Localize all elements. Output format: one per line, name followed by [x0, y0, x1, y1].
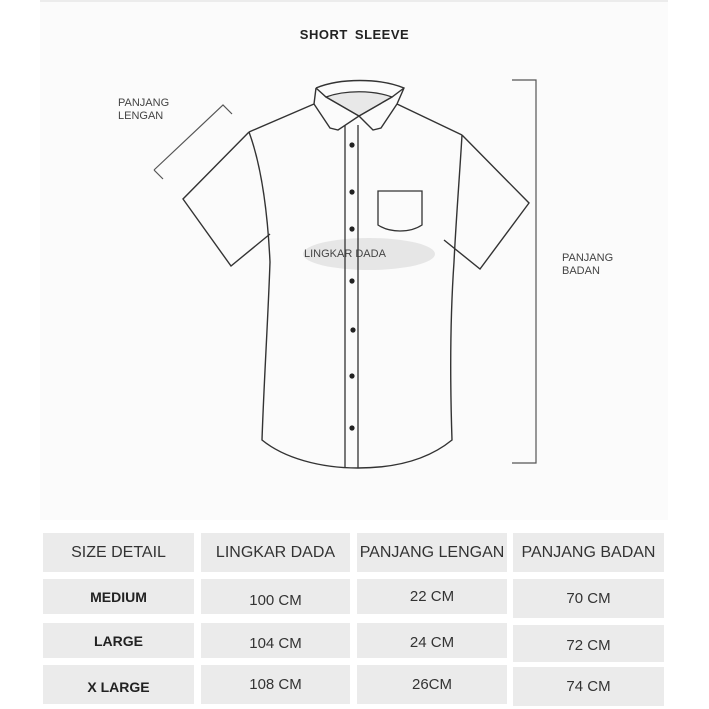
- row-medium-panjang-badan: 70 CM: [513, 579, 664, 618]
- sleeve-length-label-line2: LENGAN: [118, 110, 164, 122]
- body-length-label-line2: BADAN: [562, 265, 600, 277]
- row-xlarge-panjang-badan: 74 CM: [513, 667, 664, 706]
- row-large-panjang-lengan: 24 CM: [357, 623, 507, 658]
- button-3: [349, 226, 354, 231]
- sleeve-length-label: [118, 97, 169, 123]
- chest-pocket: [378, 191, 422, 231]
- right-shoulder-line: [397, 104, 462, 135]
- right-sleeve: [444, 135, 529, 269]
- row-xlarge-panjang-lengan: 26CM: [357, 665, 507, 704]
- header-panjang-lengan: PANJANG LENGAN: [357, 533, 507, 572]
- row-medium-lingkar-dada: 100 CM: [201, 579, 350, 614]
- button-7: [349, 425, 354, 430]
- body-length-label-line1: PANJANG: [562, 252, 614, 264]
- shirt-body-outline: [249, 132, 462, 468]
- row-large-lingkar-dada: 104 CM: [201, 623, 350, 658]
- header-panjang-badan: PANJANG BADAN: [513, 533, 664, 572]
- button-1: [349, 142, 354, 147]
- row-medium-panjang-lengan: 22 CM: [357, 579, 507, 614]
- page-title: SHORT SLEEVE: [299, 27, 410, 42]
- button-5: [350, 327, 355, 332]
- body-length-label: [562, 252, 613, 278]
- sleeve-length-label-line1: PANJANG: [118, 97, 170, 109]
- row-xlarge-size: X LARGE: [43, 665, 194, 704]
- button-4: [349, 278, 354, 283]
- body-length-bracket: [512, 80, 536, 463]
- row-xlarge-lingkar-dada: 108 CM: [201, 665, 350, 704]
- row-large-size: LARGE: [43, 623, 194, 658]
- header-lingkar-dada: LINGKAR DADA: [201, 533, 350, 572]
- button-2: [349, 189, 354, 194]
- chest-label: LINGKAR DADA: [304, 248, 386, 260]
- row-large-panjang-badan: 72 CM: [513, 625, 664, 662]
- header-size-detail: SIZE DETAIL: [43, 533, 194, 572]
- left-sleeve: [183, 132, 270, 266]
- button-6: [349, 373, 354, 378]
- left-shoulder-line: [249, 104, 314, 132]
- row-medium-size: MEDIUM: [43, 579, 194, 614]
- collar-inner: [326, 92, 392, 116]
